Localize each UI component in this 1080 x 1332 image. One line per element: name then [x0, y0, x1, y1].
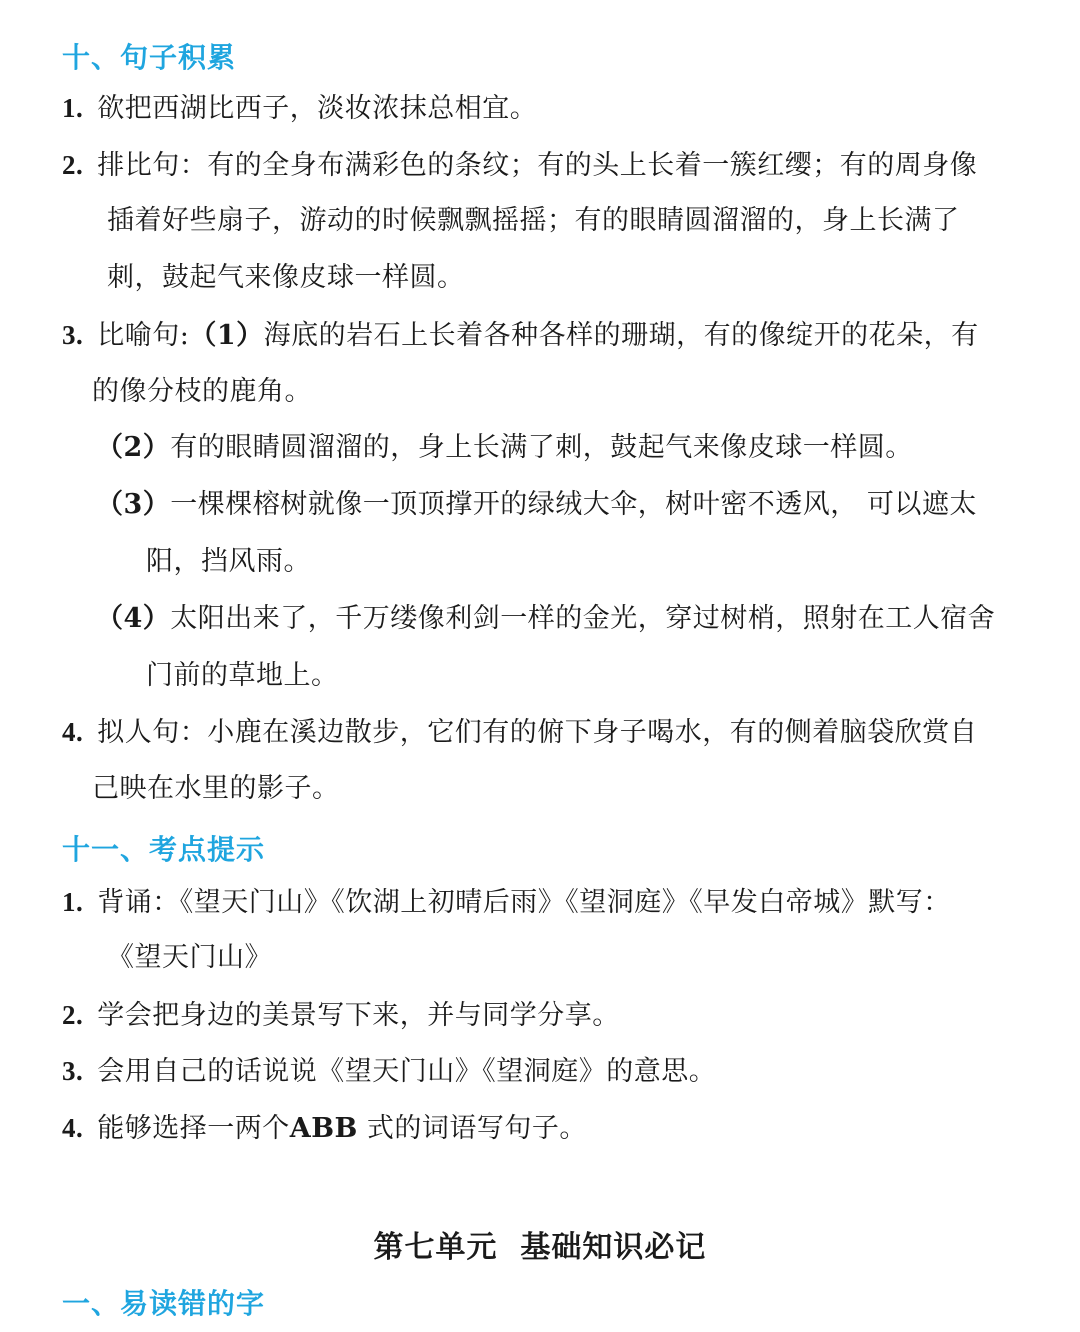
item-text: 学会把身边的美景写下来，并与同学分享。 — [97, 1000, 620, 1031]
list-item-3 — [62, 318, 979, 353]
unit-title: 第七单元 基础知识必记 — [373, 1230, 707, 1265]
sub-number: （1） — [189, 320, 264, 351]
item-text: 海底的岩石上长着各种各样的珊瑚，有的像绽开的花朵，有 — [263, 320, 979, 351]
item-text: 拟人句：小鹿在溪边散步，它们有的俯下身子喝水，有的侧着脑袋欣赏自 — [97, 717, 978, 748]
item-continuation: 刺，鼓起气来像皮球一样圆。 — [107, 262, 465, 293]
section-heading-10: 十、句子积累 — [62, 41, 237, 74]
list-item-2 — [62, 148, 977, 183]
item-number: 1. — [62, 887, 84, 917]
sub-continuation: 门前的草地上。 — [146, 660, 339, 691]
item-text: 欲把西湖比西子，淡妆浓抹总相宜。 — [97, 93, 538, 124]
section-heading-unit7-1: 一、易读错的字 — [62, 1287, 266, 1320]
item-continuation: 的像分枝的鹿角。 — [92, 376, 312, 407]
list-item-4 — [62, 715, 977, 750]
sub-text: 有的眼睛圆溜溜的，身上长满了刺，鼓起气来像皮球一样圆。 — [170, 432, 913, 463]
sub-continuation: 阳，挡风雨。 — [146, 546, 311, 577]
sub-number: （4） — [96, 603, 171, 634]
item-continuation: 插着好些扇子，游动的时候飘飘摇摇；有的眼睛圆溜溜的，身上长满了 — [107, 205, 960, 236]
sub-item-2 — [96, 431, 913, 465]
sub-item-4 — [96, 602, 995, 636]
sub-item-3 — [96, 488, 977, 522]
list-item-1 — [62, 885, 951, 920]
list-item-4 — [62, 1111, 587, 1146]
item-number: 3. — [62, 1056, 84, 1086]
item-text-pre: 能够选择一两个 — [97, 1113, 290, 1144]
item-continuation: 《望天门山》 — [107, 942, 272, 973]
item-number: 3. — [62, 320, 84, 350]
list-item-2 — [62, 998, 620, 1033]
item-text: 会用自己的话说说《望天门山》《望洞庭》的意思。 — [97, 1056, 717, 1087]
sub-text: 一棵棵榕树就像一顶顶撑开的绿绒大伞，树叶密不透风， 可以遮太 — [170, 489, 977, 520]
abb-term: ABB — [289, 1113, 358, 1144]
section-heading-11: 十一、考点提示 — [62, 833, 266, 866]
item-text: 排比句：有的全身布满彩色的条纹；有的头上长着一簇红缨；有的周身像 — [97, 150, 978, 181]
sub-number: （3） — [96, 489, 171, 520]
sub-number: （2） — [96, 432, 171, 463]
item-text-post: 式的词语写句子。 — [357, 1113, 587, 1144]
list-item-3 — [62, 1054, 716, 1089]
item-number: 4. — [62, 1113, 84, 1143]
item-number: 4. — [62, 717, 84, 747]
item-number: 1. — [62, 93, 84, 123]
list-item-1 — [62, 91, 537, 126]
sub-text: 太阳出来了，千万缕像利剑一样的金光，穿过树梢，照射在工人宿舍 — [170, 603, 996, 634]
item-continuation: 己映在水里的影子。 — [92, 773, 340, 804]
item-number: 2. — [62, 150, 84, 180]
item-number: 2. — [62, 1000, 84, 1030]
item-label: 比喻句: — [97, 320, 190, 351]
item-text: 背诵：《望天门山》《饮湖上初晴后雨》《望洞庭》《早发白帝城》默写： — [97, 887, 951, 918]
